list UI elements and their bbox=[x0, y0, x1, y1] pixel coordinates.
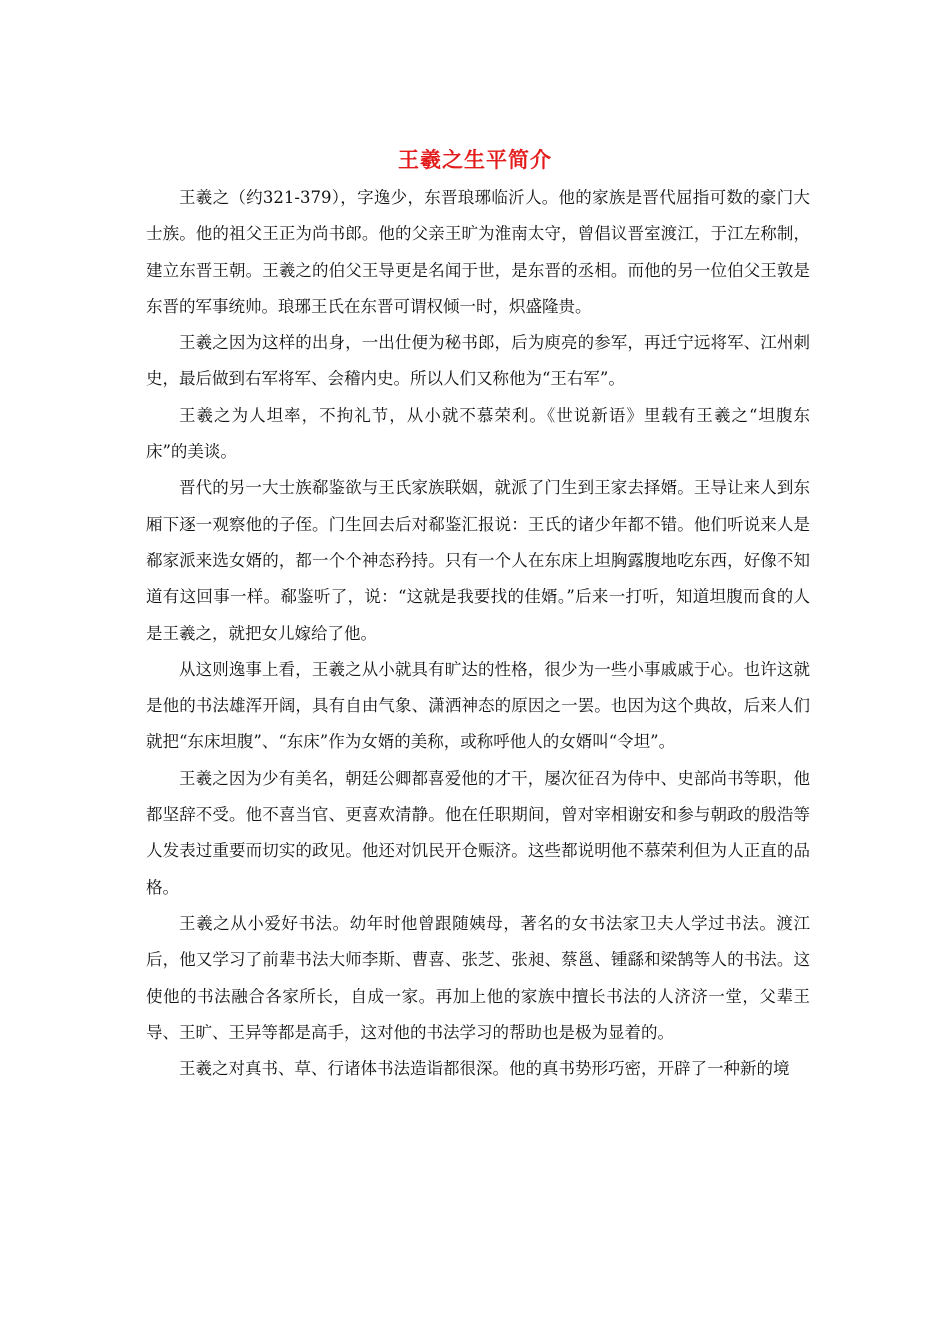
paragraph: 晋代的另一大士族郗鉴欲与王氏家族联姻，就派了门生到王家去择婿。王导让来人到东厢下逐一观察他的子侄。门生回去后对郗鉴汇报说：王氏的诸少年都不错。他们听说来人是郗家派来选女婿的，都一个个神态矜持。只有一个人在东床上坦胸露腹地吃东西，好像不知道有这回事一样。郗鉴听了，说：“这就是我要找的佳婿。”后来一打听，知道坦腹而食的人是王羲之，就把女儿嫁给了他。 bbox=[146, 478, 810, 643]
paragraph: 王羲之因为少有美名，朝廷公卿都喜爱他的才干，屡次征召为侍中、史部尚书等职，他都坚辞不受。他不喜当官、更喜欢清静。他在任职期间，曾对宰相谢安和参与朝政的殷浩等人发表过重要而切实的政见。他还对饥民开仓赈济。这些都说明他不慕荣利但为人正直的品格。 bbox=[146, 768, 810, 897]
paragraph: 王羲之为人坦率，不拘礼节，从小就不慕荣利。《世说新语》里载有王羲之“坦腹东床”的美谈。 bbox=[146, 405, 810, 462]
paragraph: 从这则逸事上看，王羲之从小就具有旷达的性格，很少为一些小事戚戚于心。也许这就是他的书法雄浑开阔，具有自由气象、潇洒神态的原因之一罢。也因为这个典故，后来人们就把“东床坦腹”、“东床”作为女婿的美称，或称呼他人的女婿叫“令坦”。 bbox=[146, 659, 810, 752]
document-body bbox=[146, 180, 810, 1087]
document-title: 王羲之生平简介 bbox=[398, 148, 552, 172]
paragraph: 王羲之（约321-379），字逸少，东晋琅琊临沂人。他的家族是晋代屈指可数的豪门大士族。他的祖父王正为尚书郎。他的父亲王旷为淮南太守，曾倡议晋室渡江，于江左称制，建立东晋王朝。王羲之的伯父王导更是名闻于世，是东晋的丞相。而他的另一位伯父王敦是东晋的军事统帅。琅琊王氏在东晋可谓权倾一时，炽盛隆贵。 bbox=[146, 188, 810, 316]
paragraph: 王羲之对真书、草、行诸体书法造诣都很深。他的真书势形巧密，开辟了一种新的境 bbox=[179, 1059, 790, 1079]
paragraph: 王羲之因为这样的出身，一出仕便为秘书郎，后为庾亮的参军，再迁宁远将军、江州刺史，最后做到右军将军、会稽内史。所以人们又称他为“王右军”。 bbox=[146, 333, 810, 389]
paragraph: 王羲之从小爱好书法。幼年时他曾跟随姨母，著名的女书法家卫夫人学过书法。渡江后，他又学习了前辈书法大师李斯、曹喜、张芝、张昶、蔡邕、锺繇和梁鹄等人的书法。这使他的书法融合各家所长，自成一家。再加上他的家族中擅长书法的人济济一堂，父辈王导、王旷、王异等都是高手，这对他的书法学习的帮助也是极为显着的。 bbox=[146, 913, 810, 1042]
